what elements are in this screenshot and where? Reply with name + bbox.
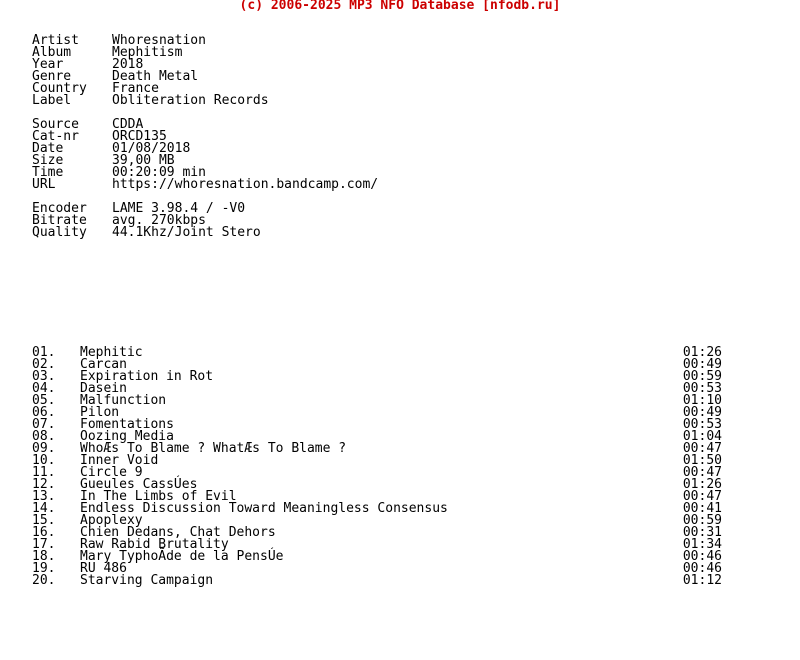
- info-label: Country: [32, 81, 87, 96]
- track-title: Carcan: [80, 357, 127, 372]
- track-number: 01.: [32, 345, 56, 360]
- track-number: 13.: [32, 489, 56, 504]
- track-number: 09.: [32, 441, 56, 456]
- info-value: Whoresnation: [112, 33, 206, 48]
- track-time: 00:47: [682, 441, 722, 456]
- encoder-info-block: [32, 203, 261, 239]
- track-row: [32, 395, 722, 407]
- track-title: Dasein: [80, 381, 127, 396]
- track-time: 00:59: [682, 369, 722, 384]
- tracklist: [32, 347, 722, 587]
- track-number: 02.: [32, 357, 56, 372]
- info-row-album: [32, 47, 269, 59]
- source-info-block: [32, 119, 378, 191]
- track-time: 00:49: [682, 357, 722, 372]
- track-time: 00:59: [682, 513, 722, 528]
- info-label: Genre: [32, 69, 72, 84]
- release-info-block: [32, 35, 269, 107]
- info-label: Year: [32, 57, 64, 72]
- track-time: 00:53: [682, 381, 722, 396]
- track-title: Expiration in Rot: [80, 369, 214, 384]
- track-title: Endless Discussion Toward Meaningless Consensus: [80, 501, 448, 516]
- track-number: 14.: [32, 501, 56, 516]
- info-value: ORCD135: [112, 129, 167, 144]
- track-number: 05.: [32, 393, 56, 408]
- info-row-url: [32, 179, 378, 191]
- track-title: Pilon: [80, 405, 120, 420]
- info-value: 44.1Khz/Joint Stero: [112, 225, 261, 240]
- track-title: Starving Campaign: [80, 573, 214, 588]
- track-number: 16.: [32, 525, 56, 540]
- track-title: Fomentations: [80, 417, 174, 432]
- track-number: 11.: [32, 465, 56, 480]
- track-row: [32, 347, 722, 359]
- info-value: 39,00 MB: [112, 153, 175, 168]
- track-title: Oozing Media: [80, 429, 174, 444]
- track-number: 17.: [32, 537, 56, 552]
- track-time: 00:31: [682, 525, 722, 540]
- info-label: URL: [32, 177, 56, 192]
- track-time: 01:34: [682, 537, 722, 552]
- track-time: 01:50: [682, 453, 722, 468]
- track-time: 01:10: [682, 393, 722, 408]
- track-time: 00:47: [682, 489, 722, 504]
- track-title: Circle 9: [80, 465, 143, 480]
- track-row: [32, 371, 722, 383]
- info-value: Mephitism: [112, 45, 183, 60]
- track-title: Raw Rabid Brutality: [80, 537, 229, 552]
- track-title: Apoplexy: [80, 513, 143, 528]
- track-time: 01:26: [682, 477, 722, 492]
- info-label: Encoder: [32, 201, 87, 216]
- track-number: 15.: [32, 513, 56, 528]
- info-value: CDDA: [112, 117, 144, 132]
- track-row: [32, 551, 722, 563]
- info-value: 2018: [112, 57, 144, 72]
- info-label: Time: [32, 165, 64, 180]
- info-row-source: [32, 119, 378, 131]
- track-title: RU 486: [80, 561, 127, 576]
- info-value: 01/08/2018: [112, 141, 191, 156]
- info-label: Album: [32, 45, 72, 60]
- url-value[interactable]: https://whoresnation.bandcamp.com/: [112, 177, 379, 192]
- track-title: Mephitic: [80, 345, 143, 360]
- info-value: avg. 270kbps: [112, 213, 206, 228]
- info-label: Artist: [32, 33, 79, 48]
- track-title: In The Limbs of Evil: [80, 489, 237, 504]
- track-number: 18.: [32, 549, 56, 564]
- info-label: Label: [32, 93, 72, 108]
- info-value: Death Metal: [112, 69, 199, 84]
- track-row: [32, 575, 722, 587]
- info-value: 00:20:09 min: [112, 165, 206, 180]
- track-title: Gueules CassÚes: [80, 477, 198, 492]
- track-time: 01:26: [682, 345, 722, 360]
- info-label: Size: [32, 153, 64, 168]
- track-time: 00:53: [682, 417, 722, 432]
- info-value: LAME 3.98.4 / -V0: [112, 201, 246, 216]
- track-title: Inner Void: [80, 453, 159, 468]
- track-time: 00:49: [682, 405, 722, 420]
- info-value: France: [112, 81, 159, 96]
- info-label: Bitrate: [32, 213, 87, 228]
- track-title: Chien Dedans, Chat Dehors: [80, 525, 276, 540]
- track-title: Malfunction: [80, 393, 167, 408]
- nfodb-header: (c) 2006-2025 MP3 NFO Database [nfodb.ru]: [239, 0, 561, 13]
- info-label: Quality: [32, 225, 87, 240]
- track-number: 03.: [32, 369, 56, 384]
- track-time: 00:41: [682, 501, 722, 516]
- track-title: WhoÆs To Blame ? WhatÆs To Blame ?: [80, 441, 347, 456]
- info-value: Obliteration Records: [112, 93, 269, 108]
- track-number: 07.: [32, 417, 56, 432]
- track-title: Mary TyphoÃde de la PensÚe: [80, 549, 284, 564]
- info-row-quality: [32, 227, 261, 239]
- track-number: 06.: [32, 405, 56, 420]
- track-number: 04.: [32, 381, 56, 396]
- track-number: 08.: [32, 429, 56, 444]
- info-label: Cat-nr: [32, 129, 79, 144]
- track-time: 01:12: [682, 573, 722, 588]
- track-number: 19.: [32, 561, 56, 576]
- info-label: Source: [32, 117, 79, 132]
- track-number: 20.: [32, 573, 56, 588]
- track-time: 00:46: [682, 549, 722, 564]
- info-row-catnr: [32, 131, 378, 143]
- track-number: 12.: [32, 477, 56, 492]
- info-label: Date: [32, 141, 64, 156]
- track-time: 01:04: [682, 429, 722, 444]
- track-time: 00:47: [682, 465, 722, 480]
- info-row-date: [32, 143, 378, 155]
- info-row-label: [32, 95, 269, 107]
- track-time: 00:46: [682, 561, 722, 576]
- track-number: 10.: [32, 453, 56, 468]
